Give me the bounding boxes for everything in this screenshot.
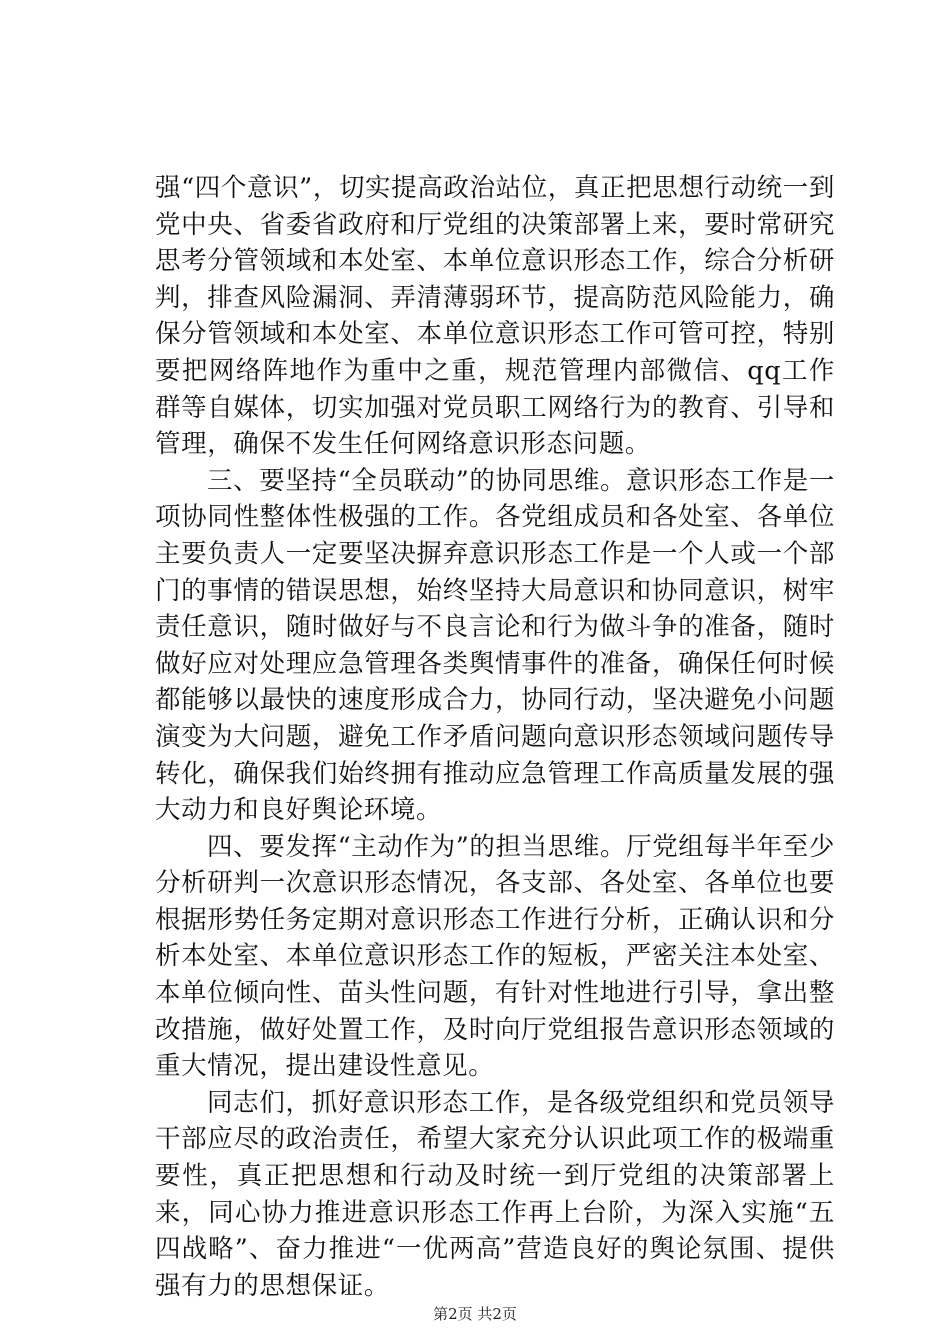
paragraph-section-four: 四、要发挥“主动作为”的担当思维。厅党组每半年至少分析研判一次意识形态情况，各支部、各处室、各单位也要根据形势任务定期对意识形态工作进行分析，正确认识和分析本处室、本单位意识形态工作的短板，严密关注本处室、本单位倾向性、苗头性问题，有针对性地进行引导，拿出整改措施，做好处置工作，及时向厅党组报告意识形态领域的重大情况，提出建设性意见。 xyxy=(155,831,835,1082)
paragraph-closing: 同志们，抓好意识形态工作，是各级党组织和党员领导干部应尽的政治责任，希望大家充分认识此项工作的极端重要性，真正把思想和行动及时统一到厅党组的决策部署上来，同心协力推进意识形态工作再上台阶，为深入实施“五四战略”、奋力推进“一优两高”营造良好的舆论氛围、提供强有力的思想保证。 xyxy=(155,1087,835,1301)
paragraph-section-three: 三、要坚持“全员联动”的协同思维。意识形态工作是一项协同性整体性极强的工作。各党组成员和各处室、各单位主要负责人一定要坚决摒弃意识形态工作是一个人或一个部门的事情的错误思想，始终坚持大局意识和协同意识，树牢责任意识，随时做好与不良言论和行为做斗争的准备，随时做好应对处理应急管理各类舆情事件的准备，确保任何时候都能够以最快的速度形成合力，协同行动，坚决避免小问题演变为大问题，避免工作矛盾问题向意识形态领域问题传导转化，确保我们始终拥有推动应急管理工作高质量发展的强大动力和良好舆论环境。 xyxy=(155,465,835,826)
page-number-footer: 第2页 共2页 xyxy=(433,1305,517,1323)
paragraph-continuation: 强“四个意识”，切实提高政治站位，真正把思想行动统一到党中央、省委省政府和厅党组的决策部署上来，要时常研究思考分管领域和本处室、本单位意识形态工作，综合分析研判，排查风险漏洞、弄清薄弱环节，提高防范风险能力，确保分管领域和本处室、本单位意识形态工作可管可控，特别要把网络阵地作为重中之重，规范管理内部微信、qq工作群等自媒体，切实加强对党员职工网络行为的教育、引导和管理，确保不发生任何网络意识形态问题。 xyxy=(155,173,835,460)
document-body xyxy=(155,170,835,1304)
